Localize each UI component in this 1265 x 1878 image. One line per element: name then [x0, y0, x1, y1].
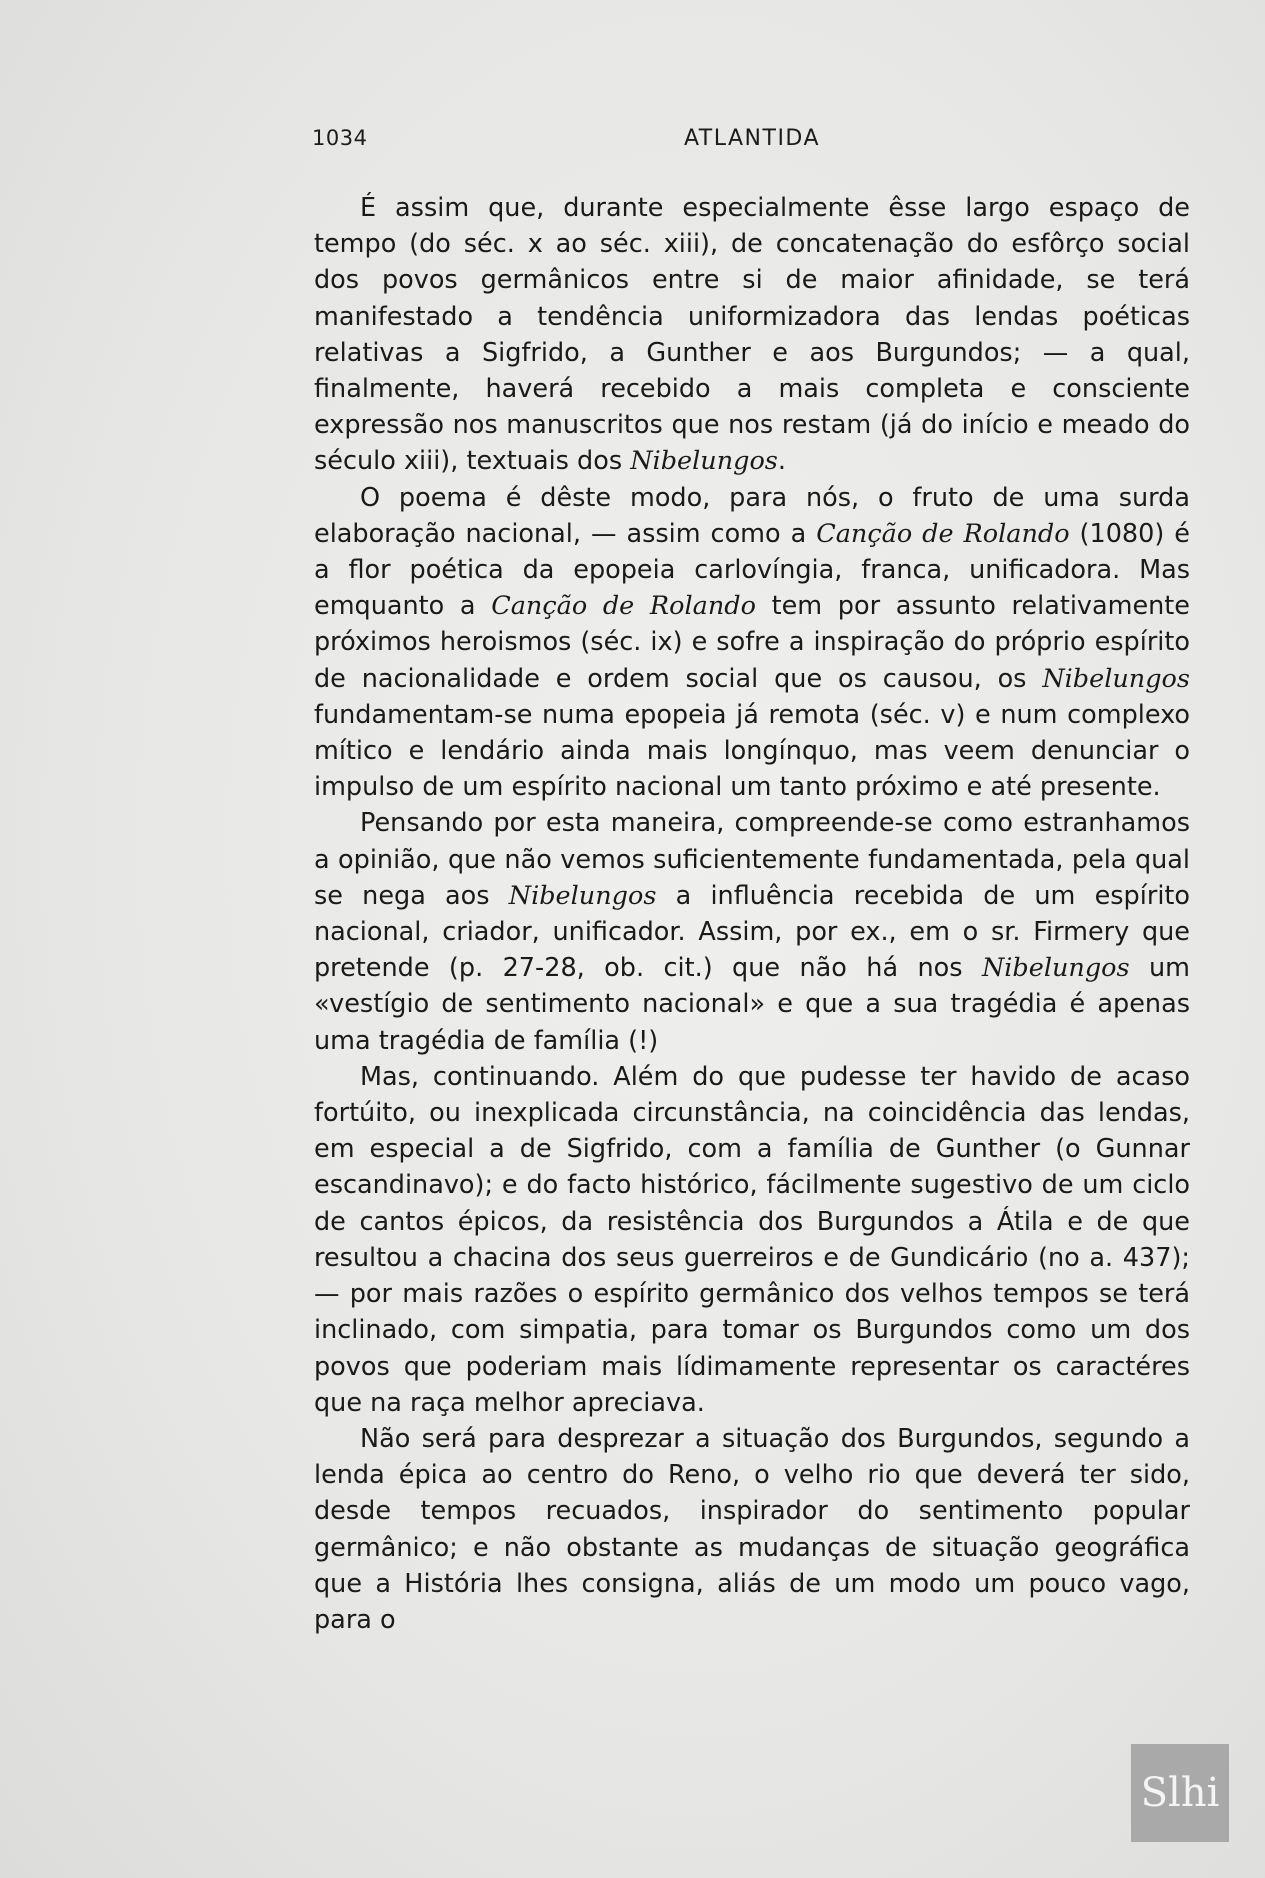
italic-title: Nibelungos [630, 446, 778, 477]
page-number: 1034 [312, 126, 368, 150]
body-text [314, 190, 1190, 1638]
paragraph [314, 805, 1190, 1058]
library-logo-text: Slhi [1140, 1770, 1220, 1816]
text-segment: Não será para desprezar a situação dos Burgundos, segundo a lenda épica ao centro do Reno, o velho rio que deverá ter sido, desde tempos recuados, inspirador do sentimento popular germânico; e não obstante as mudanças de situação geográfica que a História lhes consigna, aliás de um modo um pouco vago, para o [314, 1423, 1190, 1635]
italic-title: Canção de Rolando [816, 518, 1070, 549]
text-segment: a influência recebida de um espírito nacional, criador, unificador. Assim, por ex., em o sr. Firmery que pretende (p. 27-28, ob. cit.) que não há nos [314, 880, 1191, 984]
text-segment: . [777, 446, 786, 477]
text-segment: um «vestígio de sentimento nacional» e que a sua tragédia é apenas uma tragédia de família (!) [314, 953, 1191, 1056]
text-segment: É assim que, durante especialmente êsse largo espaço de tempo (do séc. x ao séc. xiii), de concatenação do esfôrço social dos povos germânicos entre si de maior afinidade, se terá manifestado a tendência uniformizadora das lendas poéticas relativas a Sigfrido, a Gunther e aos Burgundos; — a qual, finalmente, haverá recebido a mais completa e consciente expressão nos manuscritos que nos restam (já do início e meado do século xiii), textuais dos [314, 193, 1190, 477]
text-segment: Mas, continuando. Além do que pudesse ter havido de acaso fortúito, ou inexplicada circunstância, na coincidência das lendas, em especial a de Sigfrido, com a família de Gunther (o Gunnar escandinavo); e do facto histórico, fácilmente sugestivo de um ciclo de cantos épicos, da resistência dos Burgundos a Átila e de que resultou a chacina dos seus guerreiros e de Gundicário (no a. 437); — por mais razões o espírito germânico dos velhos tempos se terá inclinado, com simpatia, para tomar os Burgundos como um dos povos que poderiam mais lídimamente representar os caractéres que na raça melhor apreciava. [314, 1061, 1190, 1418]
paragraph [314, 1059, 1190, 1421]
text-segment: (1080) é a flor poética da epopeia carlovíngia, franca, unificadora. Mas emquanto a [314, 518, 1190, 622]
running-head [312, 126, 1192, 156]
text-segment: fundamentam-se numa epopeia já remota (séc. v) e num complexo mítico e lendário ainda mais longínquo, mas veem denunciar o impulso de um espírito nacional um tanto próximo e até presente. [314, 699, 1190, 803]
running-title: ATLANTIDA [683, 126, 821, 151]
italic-title: Canção de Rolando [491, 591, 756, 622]
paragraph [314, 190, 1190, 480]
paragraph [314, 1421, 1190, 1638]
italic-title: Nibelungos [981, 953, 1130, 984]
text-segment: Pensando por esta maneira, compreende-se como estranhamos a opinião, que não vemos suficientemente fundamentada, pela qual se nega aos [314, 808, 1190, 911]
italic-title: Nibelungos [508, 880, 657, 911]
paragraph [314, 480, 1190, 806]
text-segment: O poema é dêste modo, para nós, o fruto de uma surda elaboração nacional, — assim como a [314, 482, 1190, 549]
library-logo [1131, 1744, 1229, 1842]
text-segment: tem por assunto relativamente próximos heroismos (séc. ix) e sofre a inspiração do próprio espírito de nacionalidade e ordem social que os causou, os [314, 591, 1190, 694]
italic-title: Nibelungos [1042, 663, 1190, 694]
